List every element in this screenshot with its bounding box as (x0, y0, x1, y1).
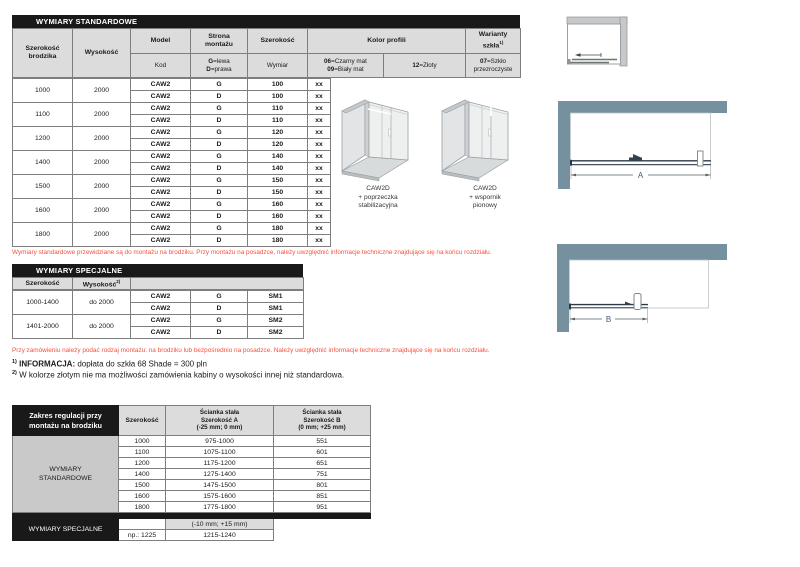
wall-a-range: 1175-1200 (166, 458, 274, 469)
standard-table-row (13, 175, 331, 187)
wall-a-range: 1475-1500 (166, 480, 274, 491)
special-size-code: SM2 (248, 327, 304, 339)
tray-width-value: 1400 (13, 151, 73, 175)
height-value: 2000 (73, 199, 131, 223)
height-value: do 2000 (73, 315, 131, 339)
model-code: CAW2 (131, 303, 191, 315)
price-placeholder: xx (308, 175, 331, 187)
mount-side: D (191, 303, 248, 315)
elevation-b-drawing (545, 243, 735, 348)
col-header-tray-width (13, 29, 73, 78)
special-adjustment-range: (-10 mm; +15 mm) (166, 519, 274, 530)
standard-table-title: WYMIARY STANDARDOWE (12, 15, 520, 28)
width-value: 1400 (119, 469, 166, 480)
price-placeholder: xx (308, 127, 331, 139)
price-placeholder: xx (308, 139, 331, 151)
special-table-note: Przy zamówieniu należy podać rodzaj montażu: na brodziku lub bezpośrednio na posadzce. Należy uwzględnić informacje techniczne znajdujące się na końcu rozdziału. (12, 347, 490, 354)
special-size-code: SM2 (248, 315, 304, 327)
price-placeholder: xx (308, 79, 331, 91)
model-code: CAW2 (131, 91, 191, 103)
height-value: do 2000 (73, 291, 131, 315)
col-header-line: Szerokość (25, 45, 60, 52)
col-header-line: montażu (205, 41, 233, 48)
width-value: 1200 (119, 458, 166, 469)
col-header-width: Szerokość (119, 406, 166, 436)
adjustment-special-row (13, 519, 371, 530)
elevation-a-drawing (545, 94, 735, 195)
mount-side: G (191, 175, 248, 187)
tray-width-value: 1200 (13, 127, 73, 151)
width-value: 110 (248, 115, 308, 127)
wall-a-range: 1575-1600 (166, 491, 274, 502)
mount-side: D (191, 187, 248, 199)
shower-enclosure-crossbar-icon (338, 96, 413, 187)
col-header-glass-variants (466, 29, 521, 54)
col-header-line: Strona (208, 33, 230, 40)
example-width: np.: 1225 (119, 530, 166, 541)
dimension-a-label: A (637, 171, 644, 180)
mount-side: G (191, 103, 248, 115)
price-placeholder: xx (308, 211, 331, 223)
model-code: CAW2 (131, 291, 191, 303)
standard-table-header (12, 28, 521, 78)
standard-table-row (13, 103, 331, 115)
width-value: 160 (248, 199, 308, 211)
wall-b-value: 651 (274, 458, 371, 469)
price-placeholder: xx (308, 223, 331, 235)
width-value: 150 (248, 175, 308, 187)
mount-side: G (191, 79, 248, 91)
special-table-header (12, 277, 304, 290)
subheader-color-gold: 12=Złoty (384, 54, 466, 78)
col-header-height: Wysokość (73, 29, 131, 78)
price-placeholder: xx (308, 199, 331, 211)
standard-table-row (13, 127, 331, 139)
subheader-dimension: Wymiar (248, 54, 308, 78)
width-value: 1000 (119, 436, 166, 447)
width-value: 1600 (119, 491, 166, 502)
height-value: 2000 (73, 175, 131, 199)
width-value: 100 (248, 91, 308, 103)
width-value: 120 (248, 127, 308, 139)
mount-side: G (191, 151, 248, 163)
model-code: CAW2 (131, 163, 191, 175)
col-header-line: Warianty (478, 31, 508, 39)
mount-side: G (191, 315, 248, 327)
wall-a-range: 1775-1800 (166, 502, 274, 513)
mount-side: D (191, 91, 248, 103)
tray-width-value: 1500 (13, 175, 73, 199)
special-dimensions-section (12, 264, 303, 339)
width-value: 1800 (119, 502, 166, 513)
width-range-value: 1401-2000 (13, 315, 73, 339)
width-value: 180 (248, 235, 308, 247)
model-code: CAW2 (131, 327, 191, 339)
col-header-fixed-wall-a: Ścianka stała Szerokość A (-25 mm; 0 mm) (166, 406, 274, 436)
model-code: CAW2 (131, 79, 191, 91)
standard-table-note: Wymiary standardowe przewidziane są do montażu na brodziku. Przy montażu na posadzce, należy uwzględnić informacje techniczne znajdujące się na końcu rozdziału. (12, 249, 492, 256)
empty-cell (119, 519, 166, 530)
adjustment-table (12, 405, 371, 541)
special-size-code: SM1 (248, 303, 304, 315)
wall-b-value: 801 (274, 480, 371, 491)
height-value: 2000 (73, 127, 131, 151)
price-placeholder: xx (308, 187, 331, 199)
width-value: 120 (248, 139, 308, 151)
width-value: 110 (248, 103, 308, 115)
subheader-glass-clear: 07=Szkło przezroczyste (466, 54, 521, 78)
mount-side: D (191, 235, 248, 247)
price-placeholder: xx (308, 151, 331, 163)
model-code: CAW2 (131, 103, 191, 115)
col-header-height: Wysokość$^{2)}$ (73, 278, 131, 290)
col-header-width: Szerokość (13, 278, 73, 290)
mount-side: G (191, 291, 248, 303)
height-value: 2000 (73, 79, 131, 103)
wall-b-value: 551 (274, 436, 371, 447)
wall-a-range: 1075-1100 (166, 447, 274, 458)
diagram-caption-crossbar: CAW2D + poprzeczka stabilizacyjna (358, 185, 398, 209)
header-empty-cell (131, 278, 304, 290)
subheader-code: Kod (131, 54, 191, 78)
standard-table-row (13, 151, 331, 163)
col-header-side (191, 29, 248, 54)
wall-a-range: 1275-1400 (166, 469, 274, 480)
price-placeholder: xx (308, 91, 331, 103)
height-value: 2000 (73, 223, 131, 247)
width-value: 1500 (119, 480, 166, 491)
model-code: CAW2 (131, 175, 191, 187)
footnote-1: $^{1)}$ INFORMACJA: dopłata do szkła 68 Shade = 300 pln (12, 359, 208, 369)
adjustment-table-title: Zakres regulacji przy montażu na brodziku (13, 406, 119, 436)
standard-table-row (13, 223, 331, 235)
width-value: 140 (248, 163, 308, 175)
mount-side: D (191, 115, 248, 127)
subheader-colors-black-white: 06=Czarny mat 09=Biały mat (308, 54, 384, 78)
mount-side: G (191, 127, 248, 139)
height-value: 2000 (73, 151, 131, 175)
height-value: 2000 (73, 103, 131, 127)
dimension-b-label: B (605, 315, 612, 324)
mount-side: D (191, 139, 248, 151)
tray-width-value: 1600 (13, 199, 73, 223)
standard-table-row (13, 79, 331, 91)
adjustment-range-section (12, 405, 370, 541)
wall-a-range: 1215-1240 (166, 530, 274, 541)
col-header-width: Szerokość (248, 29, 308, 54)
model-code: CAW2 (131, 187, 191, 199)
width-value: 140 (248, 151, 308, 163)
standard-dimensions-label: WYMIARY STANDARDOWE (13, 436, 119, 513)
mount-side: G (191, 223, 248, 235)
price-placeholder: xx (308, 115, 331, 127)
price-placeholder: xx (308, 235, 331, 247)
col-header-model: Model (131, 29, 191, 54)
width-value: 180 (248, 223, 308, 235)
footnote-2: $^{2)}$ W kolorze złotym nie ma możliwości zamówienia kabiny o wysokości innej niż standardowa. (12, 370, 345, 380)
special-size-code: SM1 (248, 291, 304, 303)
width-value: 160 (248, 211, 308, 223)
shower-enclosure-vertical-support-icon (438, 96, 513, 187)
special-table-row (13, 315, 304, 327)
model-code: CAW2 (131, 139, 191, 151)
plan-view-drawing (558, 13, 630, 72)
model-code: CAW2 (131, 127, 191, 139)
wall-b-value: 751 (274, 469, 371, 480)
mount-side: D (191, 163, 248, 175)
width-value: 1100 (119, 447, 166, 458)
mount-side: D (191, 327, 248, 339)
special-dimensions-label: WYMIARY SPECJALNE (13, 519, 119, 541)
special-table-title: WYMIARY SPECJALNE (12, 264, 303, 277)
wall-b-value: 601 (274, 447, 371, 458)
model-code: CAW2 (131, 235, 191, 247)
col-header-line: brodzika (28, 53, 57, 60)
mount-side: D (191, 211, 248, 223)
wall-a-range: 975-1000 (166, 436, 274, 447)
price-placeholder: xx (308, 103, 331, 115)
standard-table-body (12, 78, 331, 247)
special-table-row (13, 291, 304, 303)
tray-width-value: 1100 (13, 103, 73, 127)
special-table-body (12, 290, 304, 339)
standard-table-row (13, 199, 331, 211)
adjustment-standard-row (13, 436, 371, 447)
model-code: CAW2 (131, 199, 191, 211)
tray-width-value: 1800 (13, 223, 73, 247)
mount-side: G (191, 199, 248, 211)
diagram-caption-vertical-support: CAW2D + wspornik pionowy (469, 185, 501, 209)
col-header-profile-color: Kolor profili (308, 29, 466, 54)
col-header-line: szkła$^{1)}$ (482, 40, 504, 50)
width-value: 100 (248, 79, 308, 91)
wall-b-value: 851 (274, 491, 371, 502)
width-value: 150 (248, 187, 308, 199)
wall-b-value: 951 (274, 502, 371, 513)
price-placeholder: xx (308, 163, 331, 175)
model-code: CAW2 (131, 115, 191, 127)
model-code: CAW2 (131, 223, 191, 235)
model-code: CAW2 (131, 151, 191, 163)
col-header-fixed-wall-b: Ścianka stała Szerokość B (0 mm; +25 mm) (274, 406, 371, 436)
model-code: CAW2 (131, 315, 191, 327)
width-range-value: 1000-1400 (13, 291, 73, 315)
model-code: CAW2 (131, 211, 191, 223)
subheader-side-options: G=lewa D=prawa (191, 54, 248, 78)
tray-width-value: 1000 (13, 79, 73, 103)
